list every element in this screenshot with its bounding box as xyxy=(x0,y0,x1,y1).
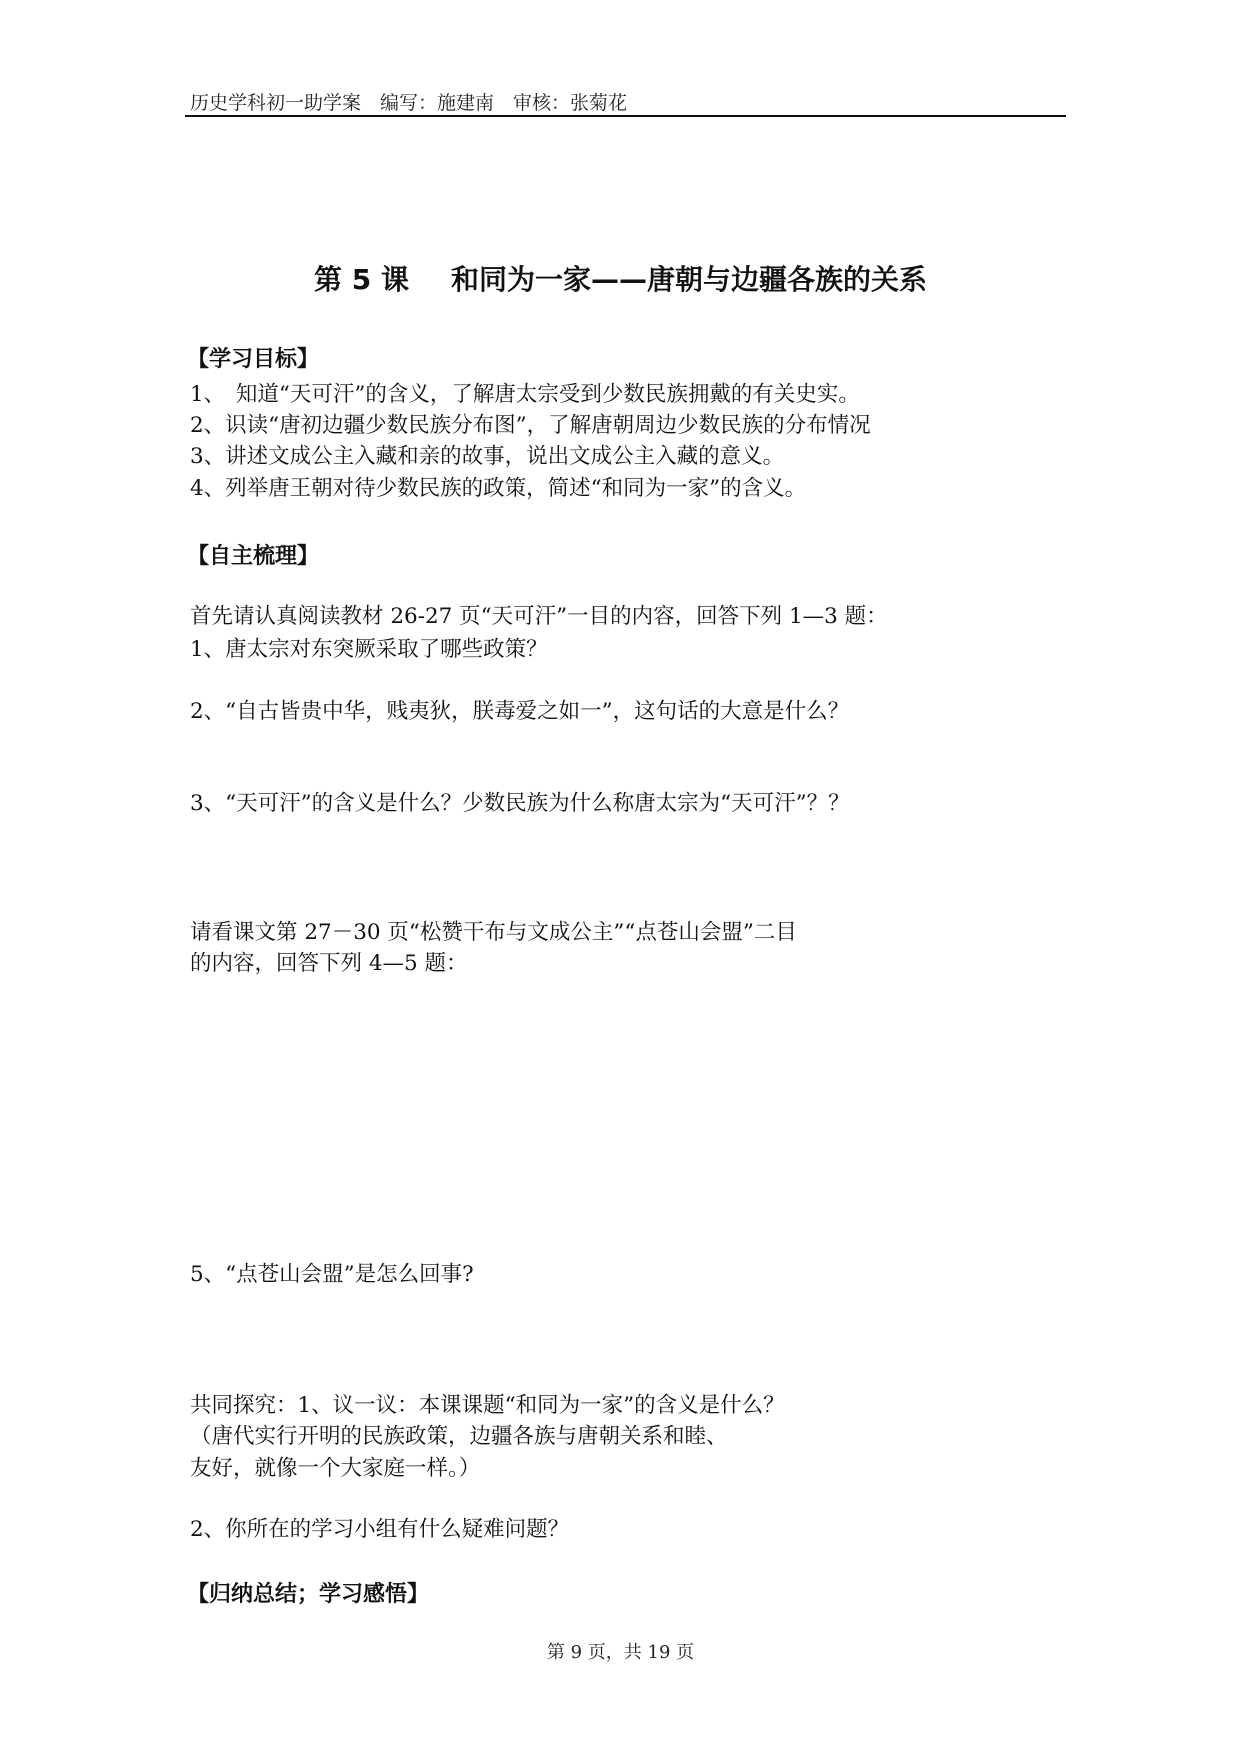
objective-item: 3、讲述文成公主入藏和亲的故事，说出文成公主入藏的意义。 xyxy=(190,444,785,469)
self-study-intro-2-cont: 的内容，回答下列 4—5 题： xyxy=(190,951,468,976)
header-rule xyxy=(185,115,1066,117)
explore-question-2: 2、你所在的学习小组有什么疑难问题？ xyxy=(190,1517,570,1542)
question-5: 5、“点苍山会盟”是怎么回事? xyxy=(190,1262,474,1287)
page-footer: 第 9 页，共 19 页 xyxy=(546,1642,695,1663)
lesson-number: 第 5 课 xyxy=(314,263,409,296)
explore-answer: （唐代实行开明的民族政策，边疆各族与唐朝关系和睦、 xyxy=(190,1424,728,1449)
explore-answer-cont: 友好，就像一个大家庭一样。） xyxy=(190,1456,481,1481)
self-study-intro: 首先请认真阅读教材 26-27 页“天可汗”一目的内容，回答下列 1—3 题： xyxy=(190,604,888,629)
question-1: 1、唐太宗对东突厥采取了哪些政策？ xyxy=(190,637,548,662)
self-study-heading: 【自主梳理】 xyxy=(187,544,320,569)
question-2: 2、“自古皆贵中华，贱夷狄，朕毒爱之如一”，这句话的大意是什么？ xyxy=(190,699,850,724)
lesson-name: 和同为一家——唐朝与边疆各族的关系 xyxy=(450,263,927,296)
self-study-intro-2: 请看课文第 27－30 页“松赞干布与文成公主”“点苍山会盟”二目 xyxy=(190,920,797,945)
objective-item: 1、 知道“天可汗”的含义，了解唐太宗受到少数民族拥戴的有关史实。 xyxy=(190,382,860,407)
objectives-heading: 【学习目标】 xyxy=(187,347,320,372)
lesson-title xyxy=(0,258,1241,298)
objective-item: 4、列举唐王朝对待少数民族的政策，简述“和同为一家”的含义。 xyxy=(190,476,807,501)
explore-question: 共同探究：1、议一议：本课课题“和同为一家”的含义是什么？ xyxy=(190,1393,785,1418)
question-3: 3、“天可汗”的含义是什么？少数民族为什么称唐太宗为“天可汗”？？ xyxy=(190,791,850,816)
summary-heading: 【归纳总结；学习感悟】 xyxy=(187,1582,430,1607)
objective-item: 2、识读“唐初边疆少数民族分布图”，了解唐朝周边少数民族的分布情况 xyxy=(190,413,871,438)
page-header: 历史学科初一助学案 编写：施建南 审核：张菊花 xyxy=(190,92,628,114)
